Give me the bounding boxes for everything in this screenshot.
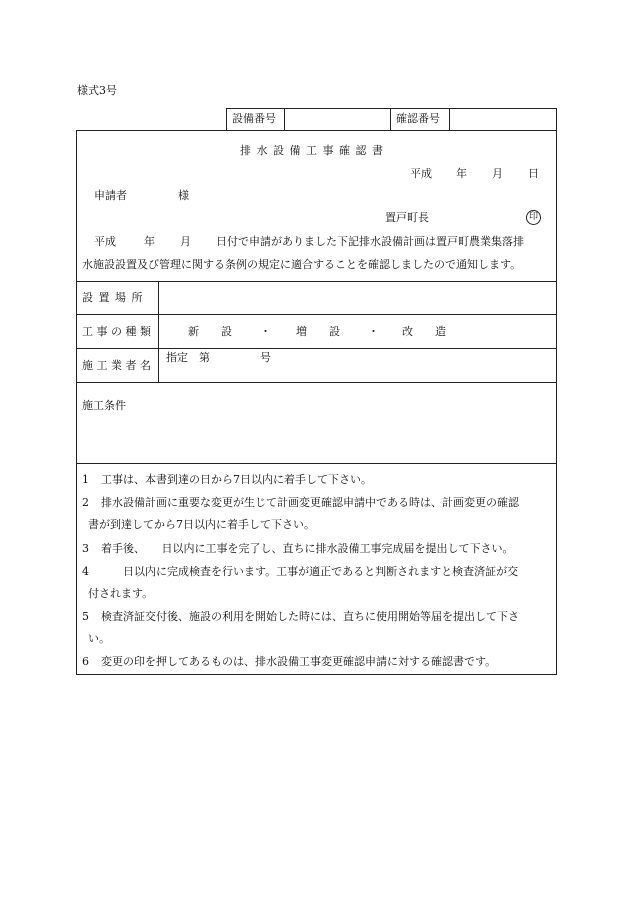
document-title: 排 水 設 備 工 事 確 認 書 [240, 144, 384, 157]
applicant-label: 申請者 [94, 189, 127, 202]
body-era: 平成 [94, 235, 116, 248]
location-label: 設 置 場 所 [82, 291, 144, 304]
note-text: 付されます。 [88, 587, 154, 600]
note-number: 6 [82, 655, 89, 668]
date-era: 平成 [410, 167, 432, 180]
contractor-number-suffix: 号 [260, 351, 271, 364]
note-text: 工事は、本書到達の日から7日以内に着手して下さい。 [101, 473, 372, 486]
note-number: 3 [82, 542, 89, 555]
note-number: 2 [82, 496, 89, 509]
note-text: 排水設備計画に重要な変更が生じて計画変更確認申請中である時は、計画変更の確認 [101, 496, 519, 509]
body-text: 日付で申請がありました下記排水設備計画は置戸町農業集落排 [216, 235, 524, 248]
body-text-line-2: 水施設設置及び管理に関する条例の規定に適合することを確認しましたので通知します。 [82, 258, 522, 271]
work-type-extension[interactable]: 増 設 [296, 325, 340, 338]
note-number: 4 [82, 565, 89, 578]
date-year-unit: 年 [456, 167, 467, 180]
equipment-number-label: 設備番号 [232, 112, 276, 125]
applicant-suffix: 様 [178, 189, 189, 202]
body-year-unit: 年 [144, 235, 155, 248]
contractor-label: 施 工 業 者 名 [82, 359, 151, 372]
work-type-separator: ・ [260, 325, 271, 338]
note-text: 変更の印を押してあるものは、排水設備工事変更確認申請に対する確認書です。 [101, 655, 497, 668]
date-day-unit: 日 [528, 167, 539, 180]
work-type-label: 工 事 の 種 類 [82, 325, 151, 338]
body-month-unit: 月 [180, 235, 191, 248]
note-number: 5 [82, 610, 89, 623]
note-text: 検査済証交付後、施設の利用を開始した時には、直ちに使用開始等届を提出して下さ [101, 610, 519, 623]
note-text: 着手後、 日以内に工事を完了し、直ちに排水設備工事完成届を提出して下さい。 [101, 542, 514, 555]
note-text: 書が到達してから7日以内に着手して下さい。 [88, 518, 315, 531]
work-type-renovation[interactable]: 改 造 [402, 325, 446, 338]
form-label: 様式3号 [77, 84, 117, 97]
date-month-unit: 月 [492, 167, 503, 180]
issuer-name: 置戸町長 [385, 211, 429, 224]
work-type-new[interactable]: 新 設 [188, 325, 232, 338]
note-text: 日以内に完成検査を行います。工事が適正であると判断されますと検査済証が交 [101, 565, 519, 578]
conditions-label: 施工条件 [82, 399, 126, 412]
contractor-designation: 指定 第 [166, 351, 210, 364]
confirm-number-label: 確認番号 [396, 112, 440, 125]
note-number: 1 [82, 473, 89, 486]
work-type-separator: ・ [368, 325, 379, 338]
note-text: い。 [88, 632, 110, 645]
seal-icon: 印 [526, 210, 541, 225]
